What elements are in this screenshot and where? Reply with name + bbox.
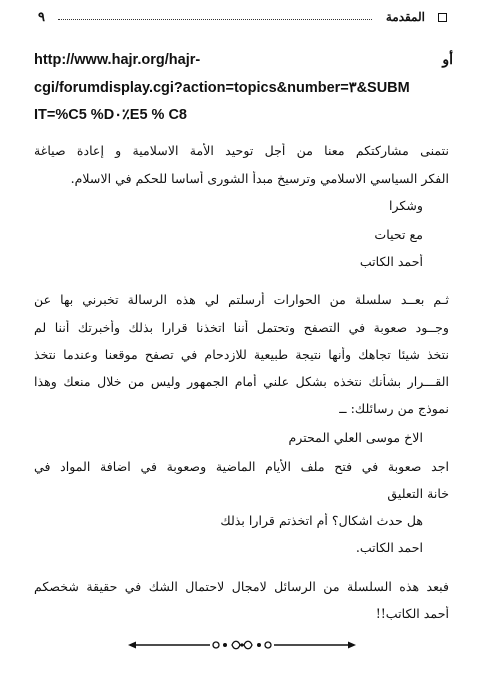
url-prefix: أو [442, 52, 453, 68]
paragraph-line: نتخذ شيئا تجاهك وأنها نتيجة طبيعية للازدحام في تصفح موقعنا وعندما نتخذ [34, 347, 449, 362]
paragraph-line: نتمنى مشاركتكم معنا من أجل توحيد الأُمة الاسلامية و إعادة صياغة [34, 143, 449, 158]
paragraph-line: نموذج من رسائلك: ــ [339, 401, 449, 416]
paragraph-line: أحمد الكاتب!! [375, 606, 449, 621]
url-line: cgi/forumdisplay.cgi?action=topics&number=٣&SUBM [34, 80, 410, 96]
quote-question: هل حدث اشكال؟ أم اتخذتم قرارا بذلك [220, 513, 423, 528]
chapter-title: المقدمة [385, 10, 425, 24]
closing-signature: أحمد الكاتب [359, 254, 423, 269]
url-line: IT=%C5 %D٠٪E5 % C8 [34, 107, 187, 123]
quote-line: خانة التعليق [387, 486, 449, 501]
quote-signature: احمد الكاتب. [355, 540, 423, 555]
paragraph-line: الفكر السياسي الاسلامي وترسيخ مبدأ الشورى أساسا للحكم في الاسلام. [70, 171, 449, 186]
quote-salutation: الاخ موسى العلي المحترم [288, 430, 423, 445]
paragraph-line: وجــود صعوبة في التصفح وتحتمل أننا اتخذنا قرارا بذلك وأخبرتك أننا لم [34, 320, 449, 335]
header-dotted-leader [58, 19, 372, 20]
closing-greeting: مع تحيات [374, 227, 423, 242]
paragraph-line: فبعد هذه السلسلة من الرسائل لامجال لاحتمال الشك في حقيقة شخصكم [34, 579, 449, 594]
url-line: http://www.hajr.org/hajr- [34, 52, 201, 68]
closing-thanks: وشكرا [388, 198, 423, 213]
paragraph-line: القـــرار بشأنك نتخذه بشكل علني أمام الجمهور وليس من خلال منعك وهذا [34, 374, 449, 389]
ornament-divider-icon [128, 638, 356, 652]
running-header [36, 10, 447, 28]
quote-line: اجد صعوبة في فتح ملف الأيام الماضية وصعوبة في اضافة المواد في [34, 459, 449, 474]
header-square-icon [438, 13, 447, 22]
page-number: ٩ [38, 10, 45, 25]
paragraph-line: ثـم بعــد سلسلة من الحوارات أرسلتم لي هذه الرسالة تخبرني بها عن [34, 292, 449, 307]
